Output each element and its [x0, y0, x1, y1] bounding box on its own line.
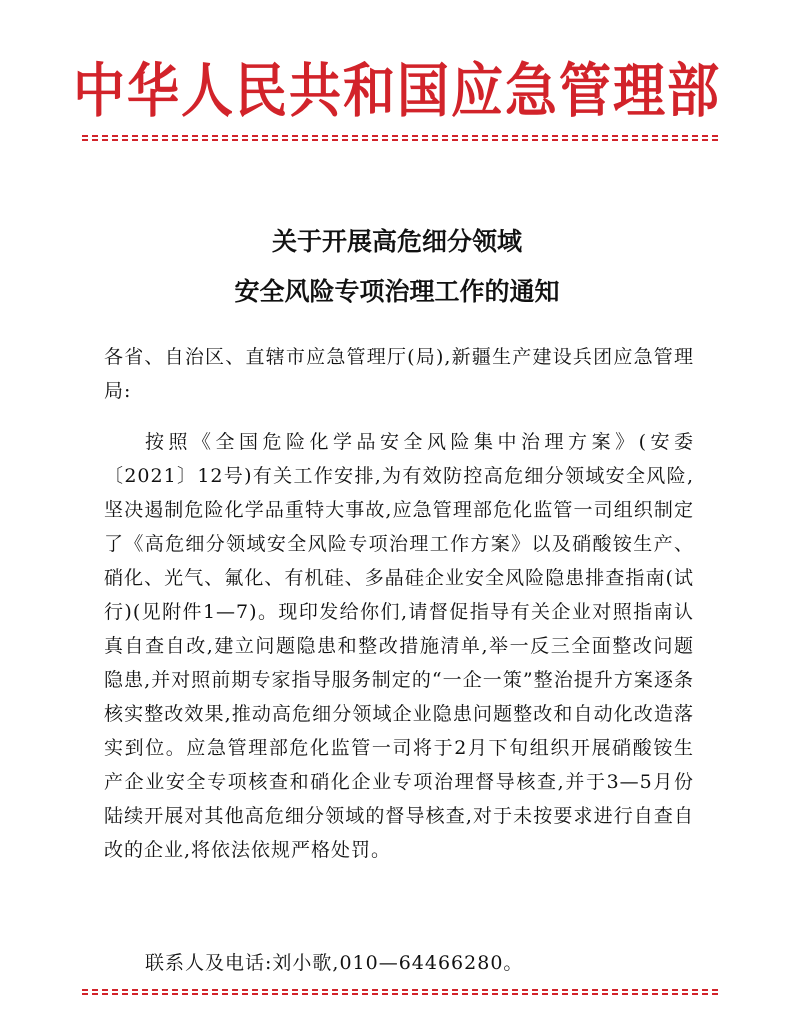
salutation: 各省、自治区、直辖市应急管理厅(局),新疆生产建设兵团应急管理局:	[104, 346, 694, 402]
document-title-line-2: 安全风险专项治理工作的通知	[234, 277, 560, 306]
agency-title: 中华人民共和国应急管理部	[72, 58, 721, 126]
masthead	[0, 52, 794, 132]
body-paragraph: 按照《全国危险化学品安全风险集中治理方案》(安委〔2021〕12号)有关工作安排,为有效防控高危细分领域安全风险,坚决遏制危险化学品重特大事故,应急管理部危化监管一司组织制定了《高危细分领域安全风险专项治理工作方案》以及硝酸铵生产、硝化、光气、氟化、有机硅、多晶硅企业安全风险隐患排查指南(试行)(见附件1—7)。现印发给你们,请督促指导有关企业对照指南认真自查自改,建立问题隐患和整改措施清单,举一反三全面整改问题隐患,并对照前期专家指导服务制定的“一企一策”整治提升方案逐条核实整改效果,推动高危细分领域企业隐患问题整改和自动化改造落实到位。应急管理部危化监管一司将于2月下旬组织开展硝酸铵生产企业安全专项核查和硝化企业专项治理督导核查,并于3—5月份陆续开展对其他高危细分领域的督导核查,对于未按要求进行自查自改的企业,将依法依规严格处罚。	[104, 431, 694, 861]
footer-divider-line	[82, 989, 718, 991]
footer-divider-line	[82, 993, 718, 995]
footer-divider	[82, 989, 718, 997]
header-divider-line	[82, 135, 718, 137]
document-title-line-1: 关于开展高危细分领域	[271, 227, 522, 256]
header-divider-line	[82, 139, 718, 141]
contact-line: 联系人及电话:刘小歌,010—64466280。	[145, 952, 524, 974]
header-divider	[82, 135, 718, 143]
